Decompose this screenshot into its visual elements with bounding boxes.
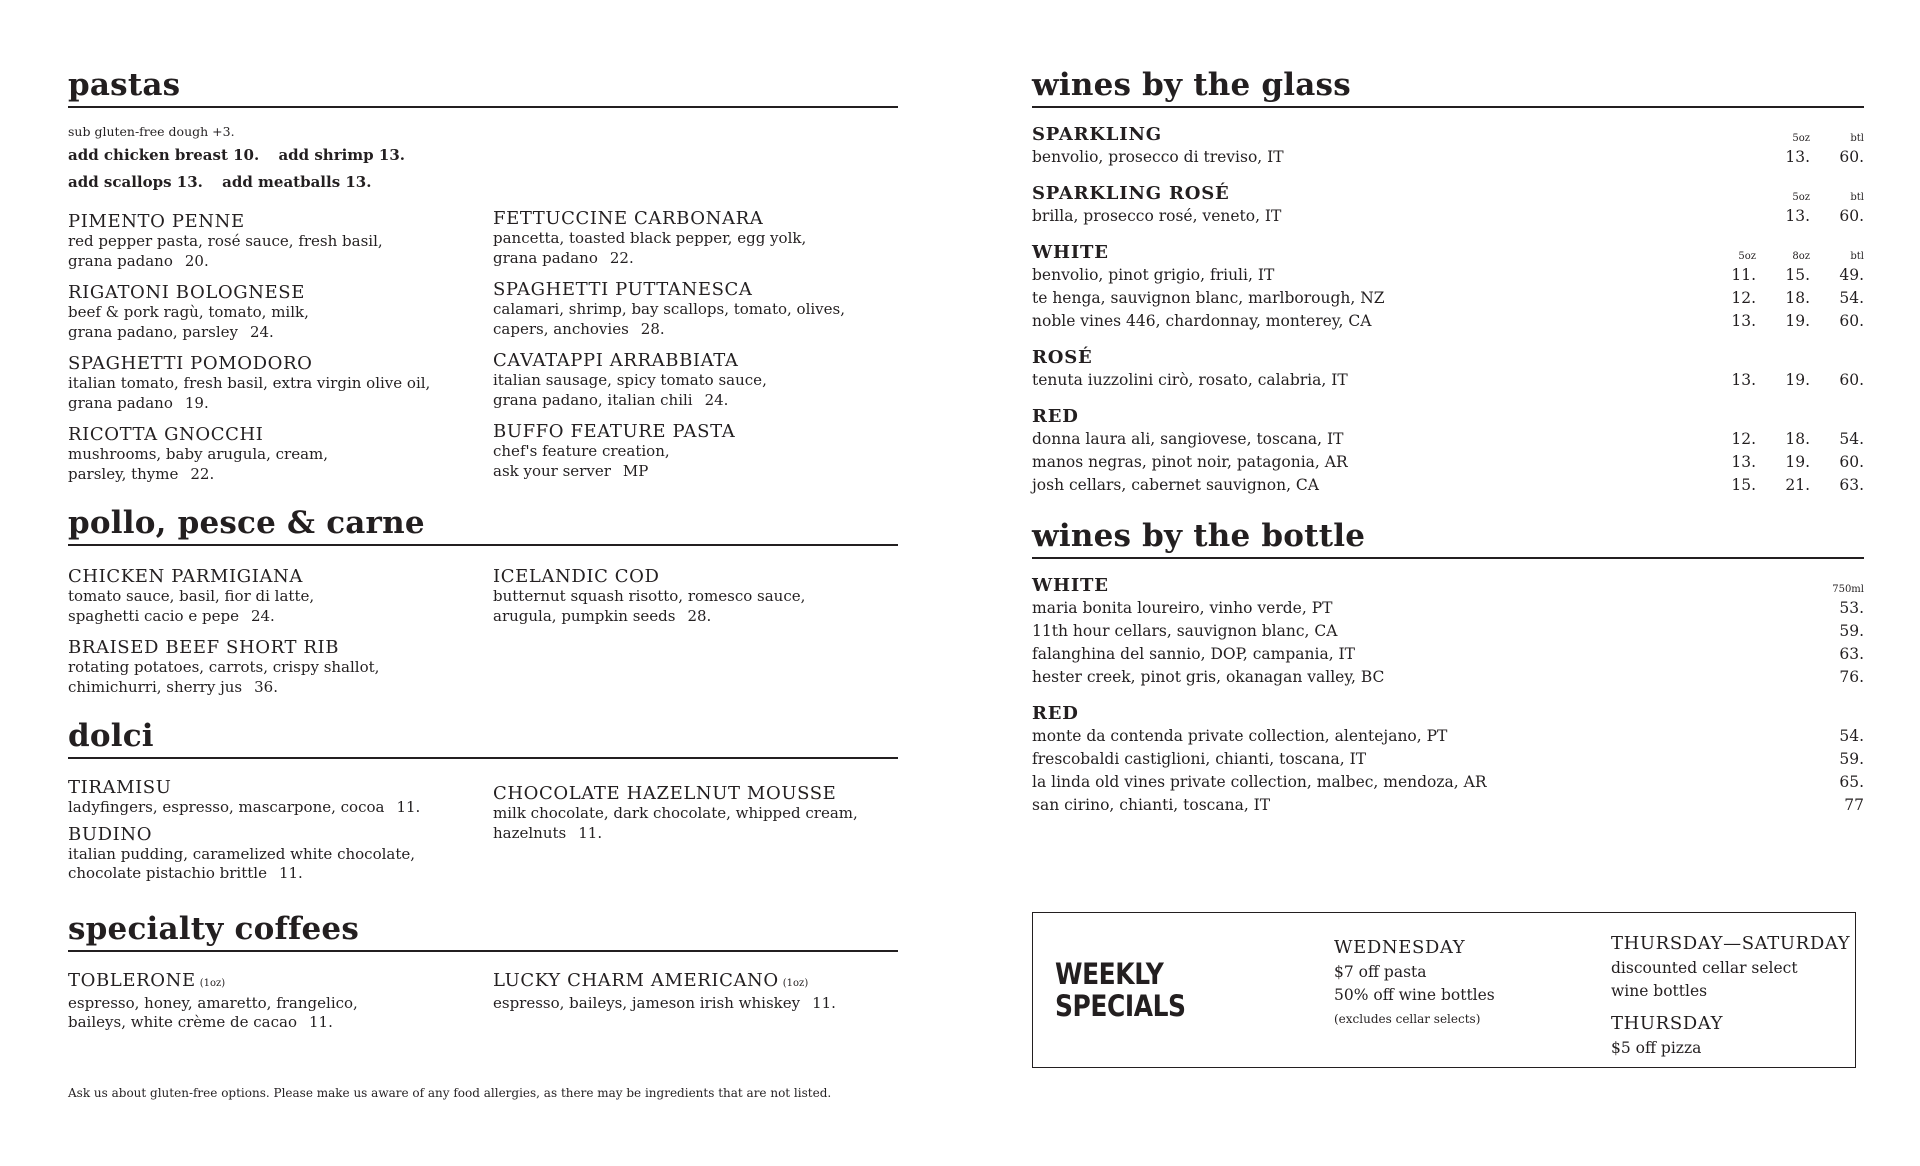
- section-title-pollo: pollo, pesce & carne: [68, 504, 898, 546]
- wine-row: [1032, 451, 1864, 474]
- wine-name: maria bonita loureiro, vinho verde, PT: [1032, 599, 1333, 617]
- wine-name: falanghina del sannio, DOP, campania, IT: [1032, 645, 1356, 663]
- wine-row: [1032, 474, 1864, 497]
- coffees-left: [68, 970, 493, 1044]
- menu-item: CAVATAPPI ARRABBIATA italian sausage, spicy tomato sauce, grana padano, italian chili 24.: [493, 350, 767, 409]
- wine-name: san cirino, chianti, toscana, IT: [1032, 796, 1271, 814]
- wine-name: la linda old vines private collection, malbec, mendoza, AR: [1032, 773, 1487, 791]
- menu-item: TOBLERONE (1oz) espresso, honey, amaretto, frangelico, baileys, white crème de cacao 11.: [68, 969, 358, 1031]
- section-title-wines-bottle: wines by the bottle: [1032, 517, 1864, 559]
- wine-prices: [1810, 597, 1864, 620]
- special-wednesday: [1334, 935, 1495, 1031]
- wine-prices: [1756, 205, 1864, 228]
- wine-prices: [1810, 620, 1864, 643]
- food-menu-column: [68, 66, 898, 1044]
- wine-price: 21.: [1785, 476, 1810, 494]
- wine-price: 60.: [1839, 148, 1864, 166]
- menu-item: CHICKEN PARMIGIANA tomato sauce, basil, fior di latte, spaghetti cacio e pepe 24.: [68, 566, 315, 625]
- weekly-specials-title: WEEKLY SPECIALS: [1055, 957, 1186, 1023]
- gluten-free-note: sub gluten-free dough +3.: [68, 124, 235, 139]
- wine-category-header: [1032, 124, 1864, 146]
- wine-price: 19.: [1785, 453, 1810, 471]
- addon-row: [68, 169, 898, 196]
- weekly-specials-box: [1032, 912, 1856, 1068]
- wine-price: 60.: [1839, 312, 1864, 330]
- menu-item: BRAISED BEEF SHORT RIB rotating potatoes, carrots, crispy shallot, chimichurri, sherry jus 36.: [68, 637, 380, 696]
- wine-price: 59.: [1839, 750, 1864, 768]
- special-day: THURSDAY: [1611, 1013, 1724, 1034]
- special-line: $7 off pasta: [1334, 963, 1427, 981]
- special-line: discounted cellar select: [1611, 959, 1798, 977]
- wine-category-name: WHITE: [1032, 575, 1109, 596]
- wine-row: [1032, 369, 1864, 392]
- size-header: btl: [1850, 133, 1864, 144]
- special-line: wine bottles: [1611, 982, 1708, 1000]
- wine-name: benvolio, prosecco di treviso, IT: [1032, 148, 1284, 166]
- menu-item: LUCKY CHARM AMERICANO (1oz) espresso, baileys, jameson irish whiskey 11.: [493, 969, 836, 1012]
- wine-price: 63.: [1839, 645, 1864, 663]
- size-headers: [1756, 191, 1864, 205]
- wine-row: [1032, 264, 1864, 287]
- size-header: 8oz: [1792, 251, 1810, 262]
- wine-price: 76.: [1839, 668, 1864, 686]
- wine-category: [1032, 703, 1864, 817]
- addon-item: add chicken breast 10.: [68, 146, 260, 164]
- wine-name: noble vines 446, chardonnay, monterey, CA: [1032, 312, 1372, 330]
- special-note: (excludes cellar selects): [1334, 1012, 1481, 1026]
- pastas-left: [68, 208, 493, 495]
- wine-name: te henga, sauvignon blanc, marlborough, NZ: [1032, 289, 1385, 307]
- addon-row: [68, 142, 898, 169]
- wine-row: [1032, 428, 1864, 451]
- wine-price: 49.: [1839, 266, 1864, 284]
- size-note: (1oz): [782, 977, 809, 989]
- menu-item: BUDINO italian pudding, caramelized white chocolate, chocolate pistachio brittle 11.: [68, 823, 416, 882]
- menu-item: ICELANDIC COD butternut squash risotto, romesco sauce, arugula, pumpkin seeds 28.: [493, 566, 806, 625]
- wine-row: [1032, 205, 1864, 228]
- wine-price: 13.: [1731, 371, 1756, 389]
- wine-price: 12.: [1731, 430, 1756, 448]
- section-title-wines-glass: wines by the glass: [1032, 66, 1864, 108]
- wine-row: [1032, 725, 1864, 748]
- wine-name: josh cellars, cabernet sauvignon, CA: [1032, 476, 1319, 494]
- wine-price: 15.: [1731, 476, 1756, 494]
- menu-item: BUFFO FEATURE PASTA chef's feature creation, ask your server MP: [493, 421, 736, 480]
- size-headers: [1702, 250, 1864, 264]
- dolci-left: [68, 777, 493, 895]
- addon-item: add shrimp 13.: [278, 146, 405, 164]
- wine-prices: [1702, 474, 1864, 497]
- wine-name: hester creek, pinot gris, okanagan valley, BC: [1032, 668, 1385, 686]
- size-header: 750ml: [1832, 584, 1864, 595]
- menu-item: RICOTTA GNOCCHI mushrooms, baby arugula, cream, parsley, thyme 22.: [68, 424, 329, 483]
- wine-row: [1032, 771, 1864, 794]
- wine-price: 54.: [1839, 727, 1864, 745]
- wine-price: 11.: [1731, 266, 1756, 284]
- wine-prices: [1810, 643, 1864, 666]
- wine-category-name: ROSÉ: [1032, 347, 1093, 368]
- special-thu-sat: [1611, 931, 1850, 1060]
- size-header: btl: [1850, 251, 1864, 262]
- wine-category-name: WHITE: [1032, 242, 1109, 263]
- wine-row: [1032, 643, 1864, 666]
- wine-category-header: [1032, 575, 1864, 597]
- size-header: 5oz: [1792, 133, 1810, 144]
- wine-price: 60.: [1839, 453, 1864, 471]
- wine-menu-column: [1032, 66, 1864, 831]
- wine-price: 54.: [1839, 430, 1864, 448]
- size-note: (1oz): [199, 977, 226, 989]
- wine-name: manos negras, pinot noir, patagonia, AR: [1032, 453, 1348, 471]
- wine-category: [1032, 406, 1864, 497]
- addon-item: add meatballs 13.: [222, 173, 372, 191]
- wine-prices: [1810, 794, 1864, 817]
- wine-name: donna laura ali, sangiovese, toscana, IT: [1032, 430, 1344, 448]
- special-line: $5 off pizza: [1611, 1039, 1702, 1057]
- size-header: btl: [1850, 192, 1864, 203]
- wines-bottle-list: [1032, 575, 1864, 817]
- size-headers: [1810, 583, 1864, 597]
- menu-item: RIGATONI BOLOGNESE beef & pork ragù, tomato, milk, grana padano, parsley 24.: [68, 282, 309, 341]
- dolci-right: [493, 777, 898, 895]
- wine-prices: [1810, 748, 1864, 771]
- wine-category: [1032, 183, 1864, 228]
- wine-category-header: [1032, 406, 1864, 428]
- wine-price: 54.: [1839, 289, 1864, 307]
- wine-prices: [1702, 310, 1864, 333]
- wine-row: [1032, 620, 1864, 643]
- wine-category-name: SPARKLING: [1032, 124, 1162, 145]
- wine-name: frescobaldi castiglioni, chianti, toscana, IT: [1032, 750, 1367, 768]
- menu-item: SPAGHETTI POMODORO italian tomato, fresh basil, extra virgin olive oil, grana padano 19.: [68, 353, 431, 412]
- wine-category-header: [1032, 703, 1864, 725]
- wines-glass-list: [1032, 124, 1864, 497]
- wine-price: 63.: [1839, 476, 1864, 494]
- wine-prices: [1810, 725, 1864, 748]
- wine-prices: [1702, 287, 1864, 310]
- pastas-right: [493, 208, 898, 495]
- wine-price: 13.: [1731, 453, 1756, 471]
- wine-category: [1032, 575, 1864, 689]
- special-line: 50% off wine bottles: [1334, 986, 1495, 1004]
- wine-category-name: SPARKLING ROSÉ: [1032, 183, 1230, 204]
- wine-category: [1032, 124, 1864, 169]
- special-day: WEDNESDAY: [1334, 937, 1466, 958]
- wine-category: [1032, 242, 1864, 333]
- menu-item: TIRAMISU ladyfingers, espresso, mascarpone, cocoa 11.: [68, 777, 421, 816]
- wine-category-header: [1032, 242, 1864, 264]
- wine-prices: [1702, 428, 1864, 451]
- wine-row: [1032, 287, 1864, 310]
- pollo-grid: [68, 566, 898, 708]
- coffees-right: [493, 970, 898, 1044]
- wine-row: [1032, 666, 1864, 689]
- wine-category-header: [1032, 183, 1864, 205]
- wine-row: [1032, 794, 1864, 817]
- wine-row: [1032, 748, 1864, 771]
- wine-prices: [1702, 451, 1864, 474]
- addon-item: add scallops 13.: [68, 173, 203, 191]
- section-title-dolci: dolci: [68, 717, 898, 759]
- wine-category-name: RED: [1032, 406, 1079, 427]
- section-title-pastas: pastas: [68, 66, 898, 108]
- size-headers: [1756, 132, 1864, 146]
- wine-price: 60.: [1839, 371, 1864, 389]
- wine-prices: [1756, 146, 1864, 169]
- menu-item: FETTUCCINE CARBONARA pancetta, toasted black pepper, egg yolk, grana padano 22.: [493, 208, 807, 267]
- wine-price: 60.: [1839, 207, 1864, 225]
- wine-price: 18.: [1785, 289, 1810, 307]
- wine-name: brilla, prosecco rosé, veneto, IT: [1032, 207, 1282, 225]
- menu-item: PIMENTO PENNE red pepper pasta, rosé sauce, fresh basil, grana padano 20.: [68, 211, 383, 270]
- wine-price: 12.: [1731, 289, 1756, 307]
- pastas-grid: [68, 208, 898, 495]
- wine-category-header: [1032, 347, 1864, 369]
- wine-price: 18.: [1785, 430, 1810, 448]
- wine-price: 15.: [1785, 266, 1810, 284]
- wine-prices: [1810, 771, 1864, 794]
- wine-price: 13.: [1731, 312, 1756, 330]
- wine-name: monte da contenda private collection, alentejano, PT: [1032, 727, 1448, 745]
- wine-category-name: RED: [1032, 703, 1079, 724]
- wine-price: 53.: [1839, 599, 1864, 617]
- size-header: 5oz: [1738, 251, 1756, 262]
- pollo-left: [68, 566, 493, 708]
- menu-item: SPAGHETTI PUTTANESCA calamari, shrimp, bay scallops, tomato, olives, capers, anchovies 28.: [493, 279, 845, 338]
- wine-prices: [1702, 264, 1864, 287]
- wine-price: 77: [1844, 796, 1864, 814]
- wine-row: [1032, 597, 1864, 620]
- wine-prices: [1810, 666, 1864, 689]
- wine-price: 13.: [1785, 207, 1810, 225]
- wine-row: [1032, 146, 1864, 169]
- wine-price: 19.: [1785, 312, 1810, 330]
- dolci-grid: [68, 777, 898, 895]
- wine-category: [1032, 347, 1864, 392]
- wine-price: 19.: [1785, 371, 1810, 389]
- pollo-right: [493, 566, 898, 708]
- wine-row: [1032, 310, 1864, 333]
- menu-item: CHOCOLATE HAZELNUT MOUSSE milk chocolate, dark chocolate, whipped cream, hazelnuts 11.: [493, 783, 858, 842]
- special-day: THURSDAY—SATURDAY: [1611, 933, 1851, 954]
- size-header: 5oz: [1792, 192, 1810, 203]
- wine-name: 11th hour cellars, sauvignon blanc, CA: [1032, 622, 1338, 640]
- wine-price: 59.: [1839, 622, 1864, 640]
- wine-price: 13.: [1785, 148, 1810, 166]
- allergy-footnote: Ask us about gluten-free options. Please make us aware of any food allergies, as there may be ingredients that are not listed.: [68, 1086, 832, 1100]
- section-title-coffees: specialty coffees: [68, 910, 898, 952]
- coffees-grid: [68, 970, 898, 1044]
- wine-price: 65.: [1839, 773, 1864, 791]
- wine-prices: [1702, 369, 1864, 392]
- wine-name: tenuta iuzzolini cirò, rosato, calabria, IT: [1032, 371, 1348, 389]
- wine-name: benvolio, pinot grigio, friuli, IT: [1032, 266, 1275, 284]
